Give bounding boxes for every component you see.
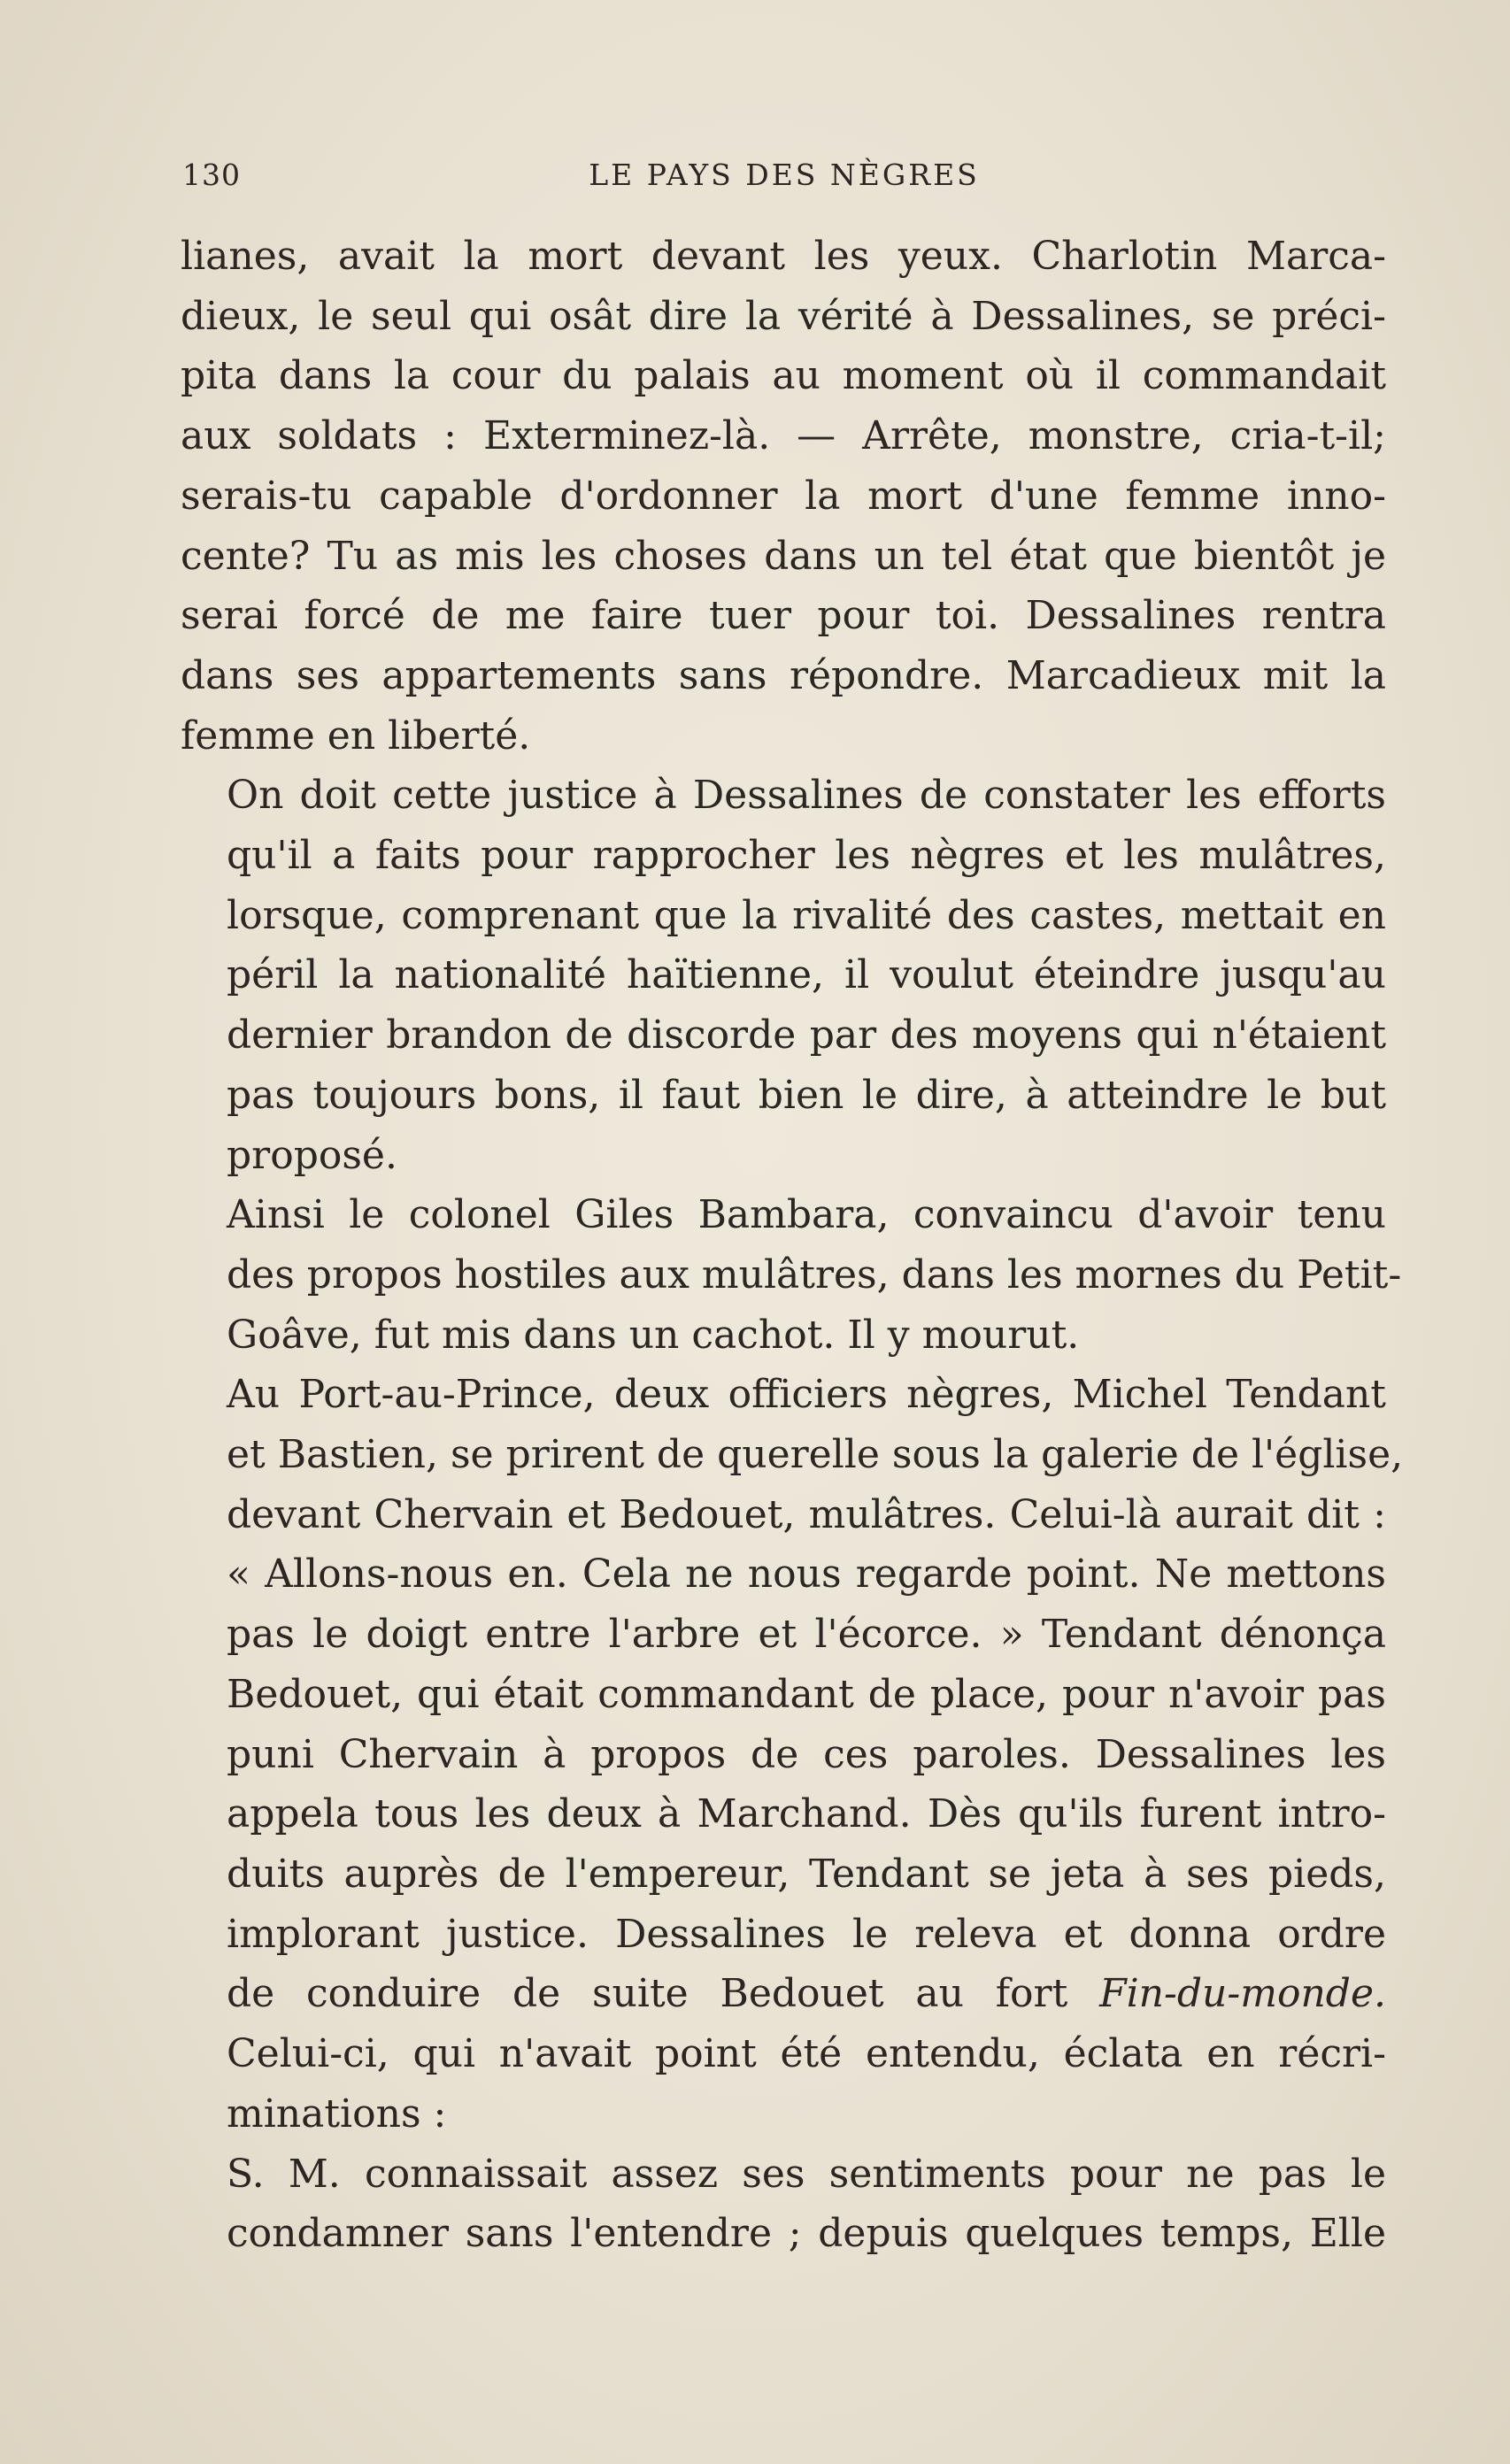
text-line: des propos hostiles aux mulâtres, dans les mornes du Petit- — [227, 1251, 1402, 1297]
text-line: proposé. — [227, 1132, 397, 1178]
text-line: Celui-ci, qui n'avait point été entendu, éclata en récri- — [227, 2031, 1386, 2077]
text-line: pas toujours bons, il faut bien le dire, à atteindre le but — [227, 1072, 1386, 1118]
running-title: LE PAYS DES NÈGRES — [589, 158, 980, 192]
paragraph — [181, 227, 1386, 766]
text-line: puni Chervain à propos de ces paroles. Dessalines les — [227, 1731, 1386, 1777]
page-number: 130 — [182, 158, 241, 192]
text-line: femme en liberté. — [181, 712, 531, 758]
text-line: dans ses appartements sans répondre. Marcadieux mit la — [181, 652, 1386, 698]
body-text — [181, 227, 1404, 2264]
text-line: S. M. connaissait assez ses sentiments pour ne pas le — [227, 2151, 1386, 2197]
text-line: Au Port-au-Prince, deux officiers nègres, Michel Tendant — [227, 1372, 1386, 1418]
text-line: On doit cette justice à Dessalines de constater les efforts — [227, 773, 1386, 819]
text-line: cente? Tu as mis les choses dans un tel état que bientôt je — [181, 533, 1386, 579]
text-line: appela tous les deux à Marchand. Dès qu'ils furent intro- — [227, 1791, 1386, 1837]
text-line: de conduire de suite Bedouet au fort Fin-du-monde. — [227, 1971, 1386, 2017]
text-line: qu'il a faits pour rapprocher les nègres et les mulâtres, — [227, 833, 1386, 879]
italic-place-name: Fin-du-monde. — [1099, 1971, 1386, 2017]
text-line: pita dans la cour du palais au moment où il commandait — [181, 353, 1386, 399]
text-line: minations : — [227, 2091, 447, 2137]
text-line: serai forcé de me faire tuer pour toi. Dessalines rentra — [181, 593, 1386, 639]
text-line: serais-tu capable d'ordonner la mort d'une femme inno- — [181, 473, 1386, 519]
paragraph — [181, 1365, 1404, 2144]
text-line: « Allons-nous en. Cela ne nous regarde point. Ne mettons — [227, 1552, 1386, 1598]
text-line: péril la nationalité haïtienne, il voulut éteindre jusqu'au — [227, 952, 1386, 998]
paragraph — [181, 766, 1386, 1185]
text-line: devant Chervain et Bedouet, mulâtres. Celui-là aurait dit : — [227, 1491, 1386, 1537]
text-line: et Bastien, se prirent de querelle sous la galerie de l'église, — [227, 1432, 1404, 1478]
text-line: Goâve, fut mis dans un cachot. Il y mourut. — [227, 1312, 1080, 1358]
text-line: Ainsi le colonel Giles Bambara, convaincu d'avoir tenu — [227, 1192, 1386, 1238]
page-header — [182, 158, 1386, 202]
text-line: lianes, avait la mort devant les yeux. Charlotin Marca- — [181, 234, 1386, 279]
text-line: dernier brandon de discorde par des moyens qui n'étaient — [227, 1013, 1386, 1059]
text-line: dieux, le seul qui osât dire la vérité à Dessalines, se préci- — [181, 293, 1386, 339]
text-line: lorsque, comprenant que la rivalité des castes, mettait en — [227, 892, 1386, 938]
text-line: Bedouet, qui était commandant de place, pour n'avoir pas — [227, 1671, 1386, 1717]
paragraph — [181, 2144, 1386, 2264]
paragraph — [181, 1185, 1402, 1365]
text-line: implorant justice. Dessalines le releva et donna ordre — [227, 1911, 1386, 1957]
text-line: condamner sans l'entendre ; depuis quelques temps, Elle — [227, 2211, 1386, 2257]
text-line: duits auprès de l'empereur, Tendant se jeta à ses pieds, — [227, 1851, 1386, 1897]
text-line: pas le doigt entre l'arbre et l'écorce. » Tendant dénonça — [227, 1612, 1386, 1658]
text-line: aux soldats : Exterminez-là. — Arrête, monstre, cria-t-il; — [181, 413, 1386, 459]
